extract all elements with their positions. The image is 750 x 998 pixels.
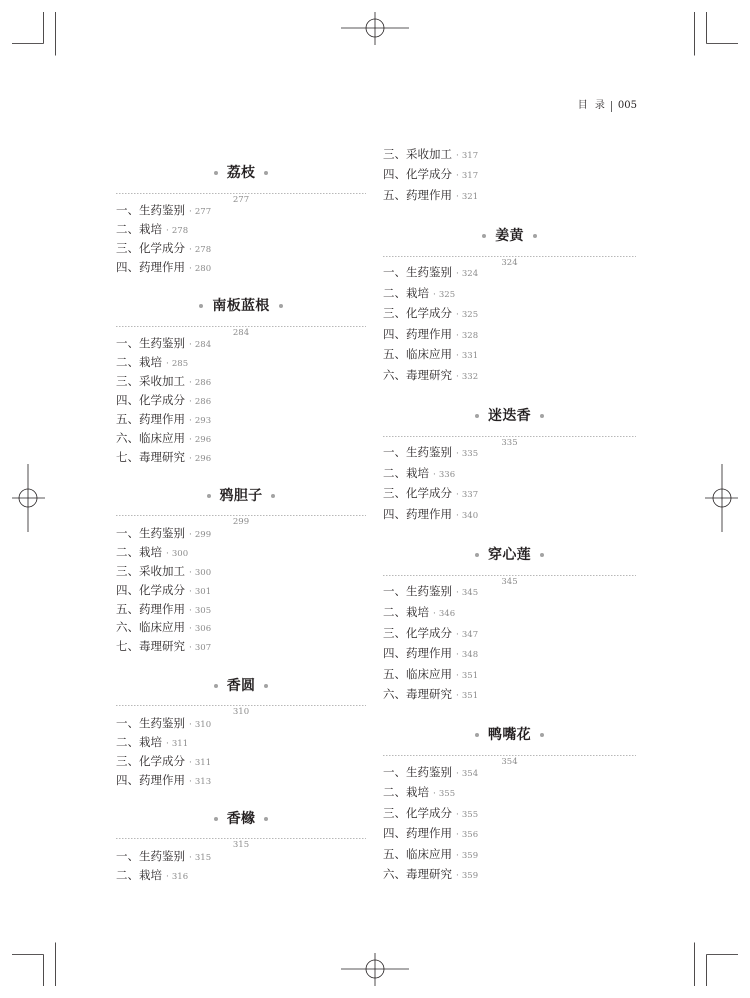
section-title: 荔枝 (226, 165, 256, 181)
toc-entry-label: 六、临床应用 (116, 430, 185, 445)
toc-entry-separator: · (456, 191, 459, 202)
toc-entry-page: 278 (171, 225, 189, 236)
toc-entry-page: 348 (461, 650, 479, 661)
section-title: 姜黄 (495, 227, 524, 244)
toc-entry (383, 283, 636, 304)
section-title: 香圆 (226, 677, 256, 694)
heading-bullet-dot (214, 171, 218, 175)
toc-entry-label: 二、栽培 (383, 785, 429, 800)
section-start-page: 335 (497, 437, 521, 449)
toc-entry (383, 623, 636, 644)
toc-entry-page: 337 (461, 490, 479, 501)
heading-bullet-dot (533, 234, 537, 238)
section-start-page: 277 (229, 194, 253, 206)
toc-section (116, 296, 366, 466)
toc-entry-page: 305 (194, 605, 212, 616)
toc-entry-separator: · (456, 371, 459, 382)
section-rule (383, 569, 636, 587)
toc-entry-label: 一、生药鉴别 (116, 849, 185, 864)
section-rule (383, 430, 636, 448)
toc-entry-page: 356 (461, 830, 479, 841)
toc-entry-label: 三、采收加工 (383, 146, 452, 161)
toc-entry-separator: · (456, 310, 459, 321)
toc-entry-list (383, 262, 636, 385)
toc-entry-label: 二、栽培 (116, 544, 162, 559)
section-rule (383, 749, 636, 767)
toc-entry-label: 一、生药鉴别 (383, 445, 452, 460)
toc-entry-separator: · (433, 608, 436, 619)
section-rule (116, 832, 366, 851)
toc-entry-page: 317 (461, 150, 479, 161)
toc-continued-entry-list (383, 144, 636, 206)
toc-entry-list (116, 524, 366, 656)
toc-left-column (116, 163, 366, 885)
heading-bullet-dot (540, 733, 544, 737)
toc-entry-separator: · (456, 269, 459, 280)
toc-entry-separator: · (189, 624, 192, 635)
heading-bullet-dot (264, 171, 268, 175)
toc-entry-page: 284 (194, 340, 212, 351)
toc-entry-label: 三、化学成分 (383, 306, 452, 321)
toc-entry-label: 六、毒理研究 (383, 687, 452, 702)
toc-entry-label: 六、毒理研究 (383, 867, 452, 882)
toc-entry (116, 543, 366, 562)
toc-section (116, 809, 366, 885)
toc-entry (116, 220, 366, 239)
toc-entry-page: 316 (171, 871, 189, 882)
toc-entry-page: 306 (194, 624, 212, 635)
section-title: 香橼 (226, 810, 256, 827)
section-heading (383, 226, 636, 246)
toc-entry (383, 144, 636, 165)
toc-entry (116, 733, 366, 752)
toc-entry-separator: · (189, 263, 192, 274)
toc-entry (116, 618, 366, 637)
crop-mark-top-left (12, 12, 56, 56)
toc-entry-label: 一、生药鉴别 (116, 715, 185, 730)
toc-entry-separator: · (166, 225, 169, 236)
toc-entry-separator: · (189, 586, 192, 597)
section-rule (383, 250, 636, 268)
registration-mark-circle (366, 19, 384, 37)
toc-section (116, 676, 366, 790)
toc-entry-page: 347 (461, 629, 479, 640)
registration-mark-bottom (341, 953, 409, 986)
toc-entry-separator: · (189, 340, 192, 351)
toc-entry-label: 四、化学成分 (116, 582, 185, 597)
section-start-page: 310 (229, 706, 253, 718)
toc-entry (383, 504, 636, 525)
toc-entry-label: 七、毒理研究 (116, 449, 185, 464)
registration-mark-circle (366, 960, 384, 978)
section-start-page: 345 (497, 576, 521, 588)
section-heading (116, 676, 366, 696)
toc-entry (383, 782, 636, 803)
section-start-page: 324 (497, 257, 521, 269)
section-heading (116, 163, 366, 183)
toc-entry-label: 四、药理作用 (383, 507, 452, 521)
toc-entry-label: 四、药理作用 (383, 826, 452, 841)
toc-entry-separator: · (189, 396, 192, 407)
toc-entry-page: 354 (461, 768, 479, 779)
registration-mark-top (341, 12, 409, 45)
toc-entry-page: 325 (438, 289, 456, 300)
toc-entry (383, 823, 636, 844)
toc-entry-separator: · (456, 449, 459, 460)
toc-entry-separator: · (456, 351, 459, 362)
toc-entry-list (383, 442, 636, 524)
toc-entry (116, 771, 366, 790)
toc-entry-label: 二、栽培 (116, 355, 162, 370)
toc-section (383, 545, 636, 705)
toc-right-column (383, 144, 636, 885)
section-title: 穿心莲 (488, 546, 531, 563)
toc-entry-label: 五、药理作用 (116, 411, 185, 426)
heading-bullet-dot (264, 684, 268, 688)
toc-entry-separator: · (189, 853, 192, 864)
toc-entry-separator: · (456, 330, 459, 341)
toc-entry-page: 311 (171, 738, 189, 749)
section-start-page: 354 (497, 756, 521, 768)
toc-entry-label: 三、化学成分 (383, 486, 452, 501)
toc-entry (116, 391, 366, 410)
toc-entry-page: 310 (194, 719, 212, 730)
toc-entry-separator: · (189, 244, 192, 255)
toc-entry-page: 340 (461, 511, 479, 521)
toc-entry-separator: · (189, 434, 192, 445)
toc-entry-list (116, 847, 366, 885)
toc-entry-page: 335 (461, 449, 479, 460)
toc-entry (116, 372, 366, 391)
toc-entry-separator: · (189, 776, 192, 787)
registration-mark-left (12, 464, 45, 532)
toc-entry-page: 328 (461, 330, 479, 341)
toc-entry-label: 三、采收加工 (116, 563, 185, 578)
section-start-page: 299 (229, 516, 253, 528)
running-header (578, 100, 637, 112)
toc-entry-page: 317 (461, 171, 479, 182)
toc-entry (116, 429, 366, 448)
heading-bullet-dot (214, 817, 218, 821)
toc-entry (116, 752, 366, 771)
toc-entry (383, 664, 636, 685)
toc-entry-separator: · (456, 150, 459, 161)
toc-entry (116, 637, 366, 656)
running-header-page-number: 005 (617, 100, 637, 111)
toc-entry (383, 803, 636, 824)
toc-entry-label: 四、化学成分 (116, 392, 185, 407)
running-header-title: 目 录 (577, 100, 605, 111)
toc-entry-separator: · (433, 469, 436, 480)
toc-entry-page: 355 (461, 809, 479, 820)
toc-entry-label: 三、化学成分 (383, 625, 452, 640)
toc-entry (116, 600, 366, 619)
toc-entry-page: 301 (194, 586, 212, 597)
toc-entry-label: 一、生药鉴别 (383, 764, 452, 779)
toc-entry-list (116, 201, 366, 277)
toc-entry-separator: · (166, 359, 169, 370)
toc-entry-label: 五、药理作用 (383, 187, 452, 202)
toc-entry (116, 866, 366, 885)
toc-entry (116, 410, 366, 429)
section-rule (116, 509, 366, 528)
toc-entry-label: 二、栽培 (116, 221, 162, 236)
toc-entry-page: 286 (194, 396, 212, 407)
toc-entry-list (116, 334, 366, 466)
toc-entry-separator: · (456, 490, 459, 501)
toc-entry-separator: · (456, 809, 459, 820)
section-heading (383, 406, 636, 426)
toc-entry-label: 四、药理作用 (116, 259, 185, 274)
toc-entry-separator: · (189, 719, 192, 730)
section-rule (116, 320, 366, 338)
toc-entry-page: 321 (461, 191, 479, 202)
toc-entry-separator: · (189, 415, 192, 426)
heading-bullet-dot (207, 494, 211, 498)
heading-bullet-dot (199, 304, 203, 308)
toc-entry-separator: · (456, 650, 459, 661)
toc-entry-separator: · (189, 530, 192, 541)
toc-entry-label: 四、药理作用 (383, 646, 452, 661)
heading-bullet-dot (214, 684, 218, 688)
toc-entry-page: 336 (438, 469, 456, 480)
toc-entry-label: 五、临床应用 (383, 846, 452, 861)
toc-entry (116, 239, 366, 258)
toc-section (116, 163, 366, 277)
toc-entry-separator: · (433, 789, 436, 800)
section-heading (383, 545, 636, 565)
toc-entry-separator: · (456, 171, 459, 182)
toc-entry-page: 296 (194, 434, 212, 445)
toc-entry-page: 345 (461, 588, 479, 599)
toc-entry-page: 351 (461, 670, 479, 681)
toc-entry (383, 844, 636, 865)
toc-entry-page: 299 (194, 530, 212, 541)
toc-entry-page: 285 (171, 359, 189, 370)
toc-entry-page: 300 (171, 548, 189, 559)
toc-entry-label: 一、生药鉴别 (383, 265, 452, 280)
toc-entry-page: 351 (461, 691, 479, 702)
crop-mark-bottom-right (695, 943, 739, 987)
section-rule (116, 699, 366, 718)
toc-entry-label: 一、生药鉴别 (116, 526, 185, 541)
toc-entry (383, 324, 636, 345)
toc-entry-label: 五、临床应用 (383, 666, 452, 681)
toc-entry-page: 293 (194, 415, 212, 426)
heading-bullet-dot (475, 553, 479, 557)
heading-bullet-dot (482, 234, 486, 238)
toc-entry-label: 三、化学成分 (383, 805, 452, 820)
section-start-page: 284 (229, 327, 253, 339)
crop-mark-bottom-left (12, 943, 56, 987)
toc-entry-separator: · (456, 850, 459, 861)
toc-entry (383, 164, 636, 185)
heading-bullet-dot (475, 733, 479, 737)
section-heading (116, 486, 366, 506)
toc-entry (383, 602, 636, 623)
toc-entry-list (383, 581, 636, 704)
toc-entry-label: 五、临床应用 (383, 347, 452, 362)
toc-entry-label: 二、栽培 (383, 465, 429, 480)
toc-entry-page: 296 (194, 453, 212, 464)
section-rule (116, 187, 366, 205)
toc-entry-page: 300 (194, 567, 212, 578)
registration-mark-circle (713, 489, 731, 507)
toc-entry-page: 280 (194, 263, 212, 274)
toc-entry-page: 359 (461, 871, 479, 882)
toc-entry-page: 325 (461, 310, 479, 321)
toc-entry-page: 286 (194, 377, 212, 388)
heading-bullet-dot (271, 494, 275, 498)
section-title: 南板蓝根 (212, 298, 270, 315)
toc-entry-list (383, 762, 636, 885)
toc-entry-label: 一、生药鉴别 (116, 336, 185, 351)
toc-entry-separator: · (456, 629, 459, 640)
toc-entry-separator: · (189, 605, 192, 616)
section-title: 鸭嘴花 (488, 726, 531, 743)
toc-entry-page: 355 (438, 789, 456, 800)
toc-entry (383, 463, 636, 484)
toc-entry-separator: · (189, 643, 192, 654)
section-start-page: 315 (229, 839, 253, 851)
toc-entry-separator: · (456, 691, 459, 702)
toc-entry-page: 332 (461, 371, 479, 382)
section-heading (383, 725, 636, 745)
toc-entry-label: 三、采收加工 (116, 373, 185, 388)
toc-entry-page: 359 (461, 850, 479, 861)
section-heading (116, 809, 366, 829)
toc-section (383, 725, 636, 885)
toc-entry-page: 278 (194, 244, 212, 255)
toc-entry (383, 643, 636, 664)
toc-entry-page: 331 (461, 351, 479, 362)
toc-entry-label: 三、化学成分 (116, 240, 185, 255)
toc-entry-label: 四、药理作用 (383, 326, 452, 341)
toc-entry (383, 185, 636, 206)
toc-entry-separator: · (189, 757, 192, 768)
registration-mark-circle (19, 489, 37, 507)
toc-entry (383, 864, 636, 885)
registration-mark-right (705, 464, 738, 532)
section-title: 迷迭香 (488, 407, 531, 424)
toc-entry (383, 365, 636, 386)
toc-entry-label: 五、药理作用 (116, 601, 185, 616)
section-heading (116, 296, 366, 316)
toc-entry-separator: · (166, 548, 169, 559)
toc-entry (383, 303, 636, 324)
toc-entry-label: 二、栽培 (116, 734, 162, 749)
crop-mark-top-right (695, 12, 739, 56)
toc-entry-separator: · (456, 511, 459, 521)
toc-entry (383, 344, 636, 365)
toc-entry-page: 346 (438, 608, 456, 619)
toc-entry-page: 313 (194, 776, 212, 787)
toc-entry-page: 307 (194, 643, 212, 654)
toc-entry-separator: · (456, 670, 459, 681)
toc-entry-label: 二、栽培 (116, 867, 162, 882)
toc-entry (116, 258, 366, 277)
toc-entry-page: 324 (461, 269, 479, 280)
toc-entry-separator: · (189, 567, 192, 578)
toc-entry-label: 二、栽培 (383, 285, 429, 300)
toc-entry-separator: · (456, 588, 459, 599)
toc-entry-separator: · (456, 830, 459, 841)
toc-entry-label: 一、生药鉴别 (116, 203, 185, 218)
toc-entry-separator: · (189, 207, 192, 218)
toc-entry (116, 353, 366, 372)
toc-entry (116, 448, 366, 467)
toc-entry (383, 483, 636, 504)
section-title: 鸦胆子 (219, 487, 263, 504)
header-divider (611, 101, 612, 112)
toc-entry-separator: · (433, 289, 436, 300)
toc-section (116, 486, 366, 656)
toc-entry-page: 277 (194, 207, 212, 218)
toc-entry-label: 四、化学成分 (383, 167, 452, 182)
toc-entry-label: 一、生药鉴别 (383, 584, 452, 599)
toc-entry-list (116, 714, 366, 790)
toc-entry-page: 315 (194, 853, 212, 864)
toc-entry-page: 311 (194, 757, 212, 768)
toc-entry-label: 三、化学成分 (116, 753, 185, 768)
toc-entry (116, 562, 366, 581)
toc-entry-separator: · (189, 377, 192, 388)
heading-bullet-dot (264, 817, 268, 821)
toc-entry-separator: · (166, 738, 169, 749)
toc-entry-separator: · (456, 871, 459, 882)
toc-entry-separator: · (166, 871, 169, 882)
heading-bullet-dot (540, 553, 544, 557)
toc-section (383, 226, 636, 386)
heading-bullet-dot (475, 414, 479, 418)
toc-section (383, 406, 636, 525)
toc-entry-label: 四、药理作用 (116, 772, 185, 787)
heading-bullet-dot (279, 304, 283, 308)
toc-entry-label: 六、临床应用 (116, 620, 185, 635)
toc-entry-label: 二、栽培 (383, 604, 429, 619)
toc-entry (116, 581, 366, 600)
toc-entry-label: 七、毒理研究 (116, 639, 185, 654)
toc-entry-separator: · (456, 768, 459, 779)
toc-entry-label: 六、毒理研究 (383, 367, 452, 382)
toc-entry (383, 684, 636, 705)
heading-bullet-dot (540, 414, 544, 418)
toc-entry-separator: · (189, 453, 192, 464)
